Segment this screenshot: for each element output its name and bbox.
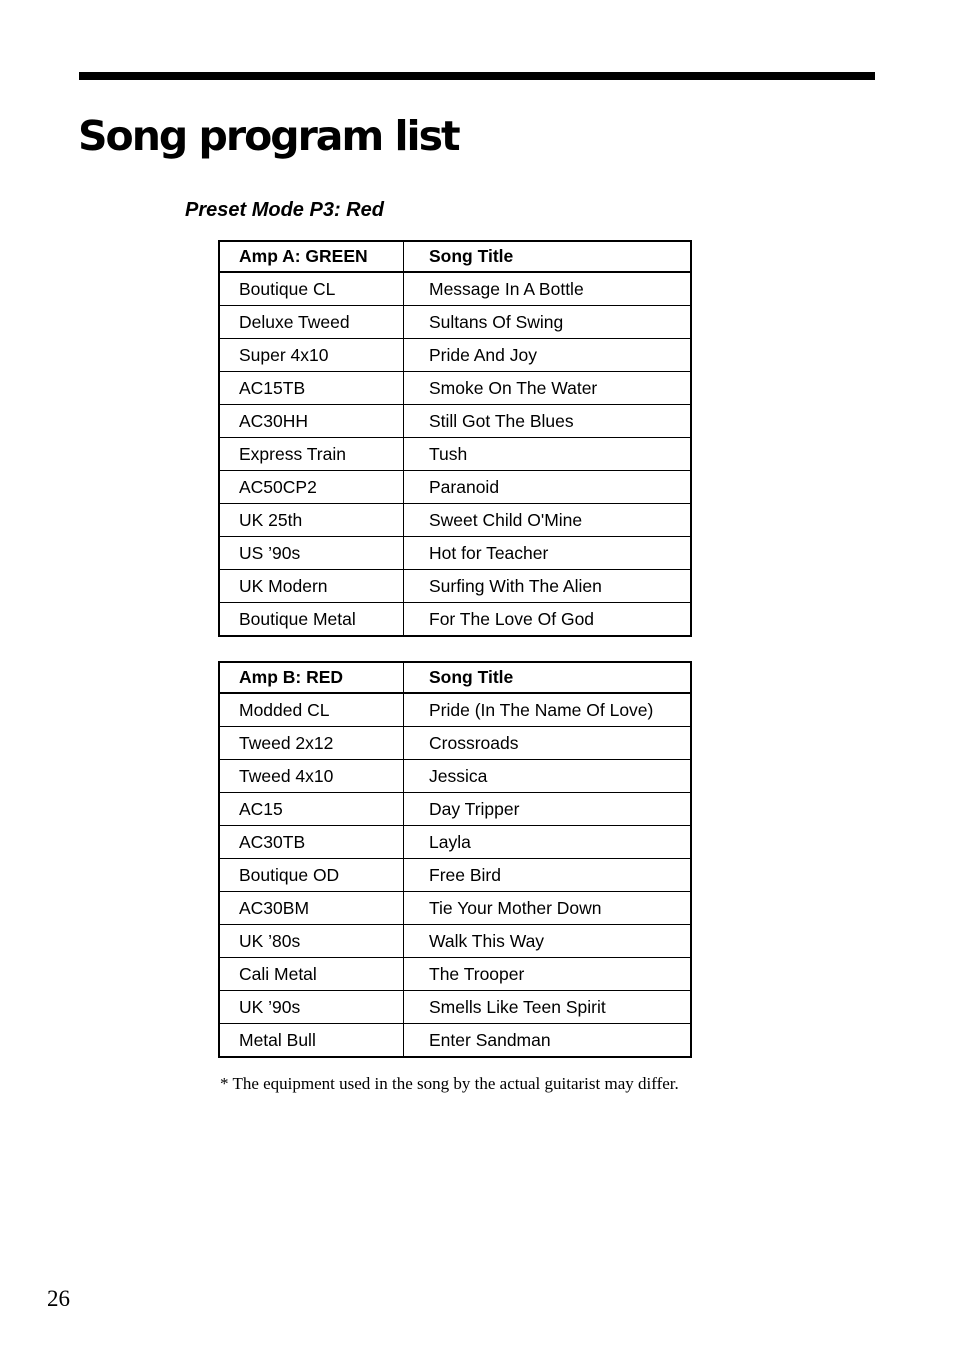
- song-title-cell: Pride And Joy: [404, 339, 692, 372]
- amp-model-cell: UK ’90s: [219, 991, 404, 1024]
- song-title-cell: Jessica: [404, 760, 692, 793]
- top-rule: [79, 72, 875, 80]
- song-title-cell: Walk This Way: [404, 925, 692, 958]
- table-row: [219, 537, 691, 570]
- header-song-title: Song Title: [404, 662, 692, 693]
- table-row: [219, 727, 691, 760]
- table-row: [219, 603, 691, 637]
- song-title-cell: Smoke On The Water: [404, 372, 692, 405]
- amp-model-cell: US ’90s: [219, 537, 404, 570]
- table-row: [219, 570, 691, 603]
- amp-model-cell: Metal Bull: [219, 1024, 404, 1058]
- song-title-cell: Pride (In The Name Of Love): [404, 693, 692, 727]
- table-row: [219, 793, 691, 826]
- amp-model-cell: Deluxe Tweed: [219, 306, 404, 339]
- table-row: [219, 471, 691, 504]
- amp-model-cell: Express Train: [219, 438, 404, 471]
- amp-model-cell: AC30BM: [219, 892, 404, 925]
- table-row: [219, 405, 691, 438]
- amp-model-cell: Boutique CL: [219, 272, 404, 306]
- table-header-row: [219, 241, 691, 272]
- table-row: [219, 925, 691, 958]
- amp-model-cell: Super 4x10: [219, 339, 404, 372]
- song-title-cell: Still Got The Blues: [404, 405, 692, 438]
- amp-model-cell: AC15TB: [219, 372, 404, 405]
- song-title-cell: The Trooper: [404, 958, 692, 991]
- table-row: [219, 306, 691, 339]
- song-title-cell: Tie Your Mother Down: [404, 892, 692, 925]
- amp-model-cell: UK ’80s: [219, 925, 404, 958]
- table-row: [219, 1024, 691, 1058]
- table-row: [219, 693, 691, 727]
- amp-model-cell: Boutique Metal: [219, 603, 404, 637]
- page-number: 26: [47, 1286, 70, 1311]
- song-title-cell: Enter Sandman: [404, 1024, 692, 1058]
- song-title-cell: Crossroads: [404, 727, 692, 760]
- song-title-cell: Paranoid: [404, 471, 692, 504]
- section-subtitle: Preset Mode P3: Red: [185, 199, 384, 221]
- amp-model-cell: AC50CP2: [219, 471, 404, 504]
- amp-model-cell: UK Modern: [219, 570, 404, 603]
- song-title-cell: Message In A Bottle: [404, 272, 692, 306]
- table-row: [219, 826, 691, 859]
- amp-model-cell: Tweed 4x10: [219, 760, 404, 793]
- table-row: [219, 438, 691, 471]
- song-title-cell: Smells Like Teen Spirit: [404, 991, 692, 1024]
- footnote: * The equipment used in the song by the actual guitarist may differ.: [220, 1074, 679, 1093]
- song-title-cell: Free Bird: [404, 859, 692, 892]
- table-row: [219, 272, 691, 306]
- page-title: Song program list: [78, 112, 459, 160]
- song-title-cell: Sultans Of Swing: [404, 306, 692, 339]
- table-row: [219, 339, 691, 372]
- song-title-cell: Layla: [404, 826, 692, 859]
- header-song-title: Song Title: [404, 241, 692, 272]
- table-header-row: [219, 662, 691, 693]
- header-amp: Amp A: GREEN: [219, 241, 404, 272]
- table-row: [219, 958, 691, 991]
- song-title-cell: Sweet Child O'Mine: [404, 504, 692, 537]
- song-title-cell: For The Love Of God: [404, 603, 692, 637]
- song-title-cell: Hot for Teacher: [404, 537, 692, 570]
- table-row: [219, 859, 691, 892]
- table-row: [219, 892, 691, 925]
- song-title-cell: Surfing With The Alien: [404, 570, 692, 603]
- table-row: [219, 760, 691, 793]
- song-title-cell: Day Tripper: [404, 793, 692, 826]
- amp-model-cell: Boutique OD: [219, 859, 404, 892]
- table-row: [219, 372, 691, 405]
- table-row: [219, 991, 691, 1024]
- amp-model-cell: Cali Metal: [219, 958, 404, 991]
- song-title-cell: Tush: [404, 438, 692, 471]
- header-amp: Amp B: RED: [219, 662, 404, 693]
- amp-a-table: [218, 240, 692, 637]
- amp-model-cell: UK 25th: [219, 504, 404, 537]
- amp-model-cell: AC30TB: [219, 826, 404, 859]
- amp-model-cell: AC30HH: [219, 405, 404, 438]
- amp-b-table: [218, 661, 692, 1058]
- amp-model-cell: AC15: [219, 793, 404, 826]
- amp-model-cell: Tweed 2x12: [219, 727, 404, 760]
- amp-model-cell: Modded CL: [219, 693, 404, 727]
- table-row: [219, 504, 691, 537]
